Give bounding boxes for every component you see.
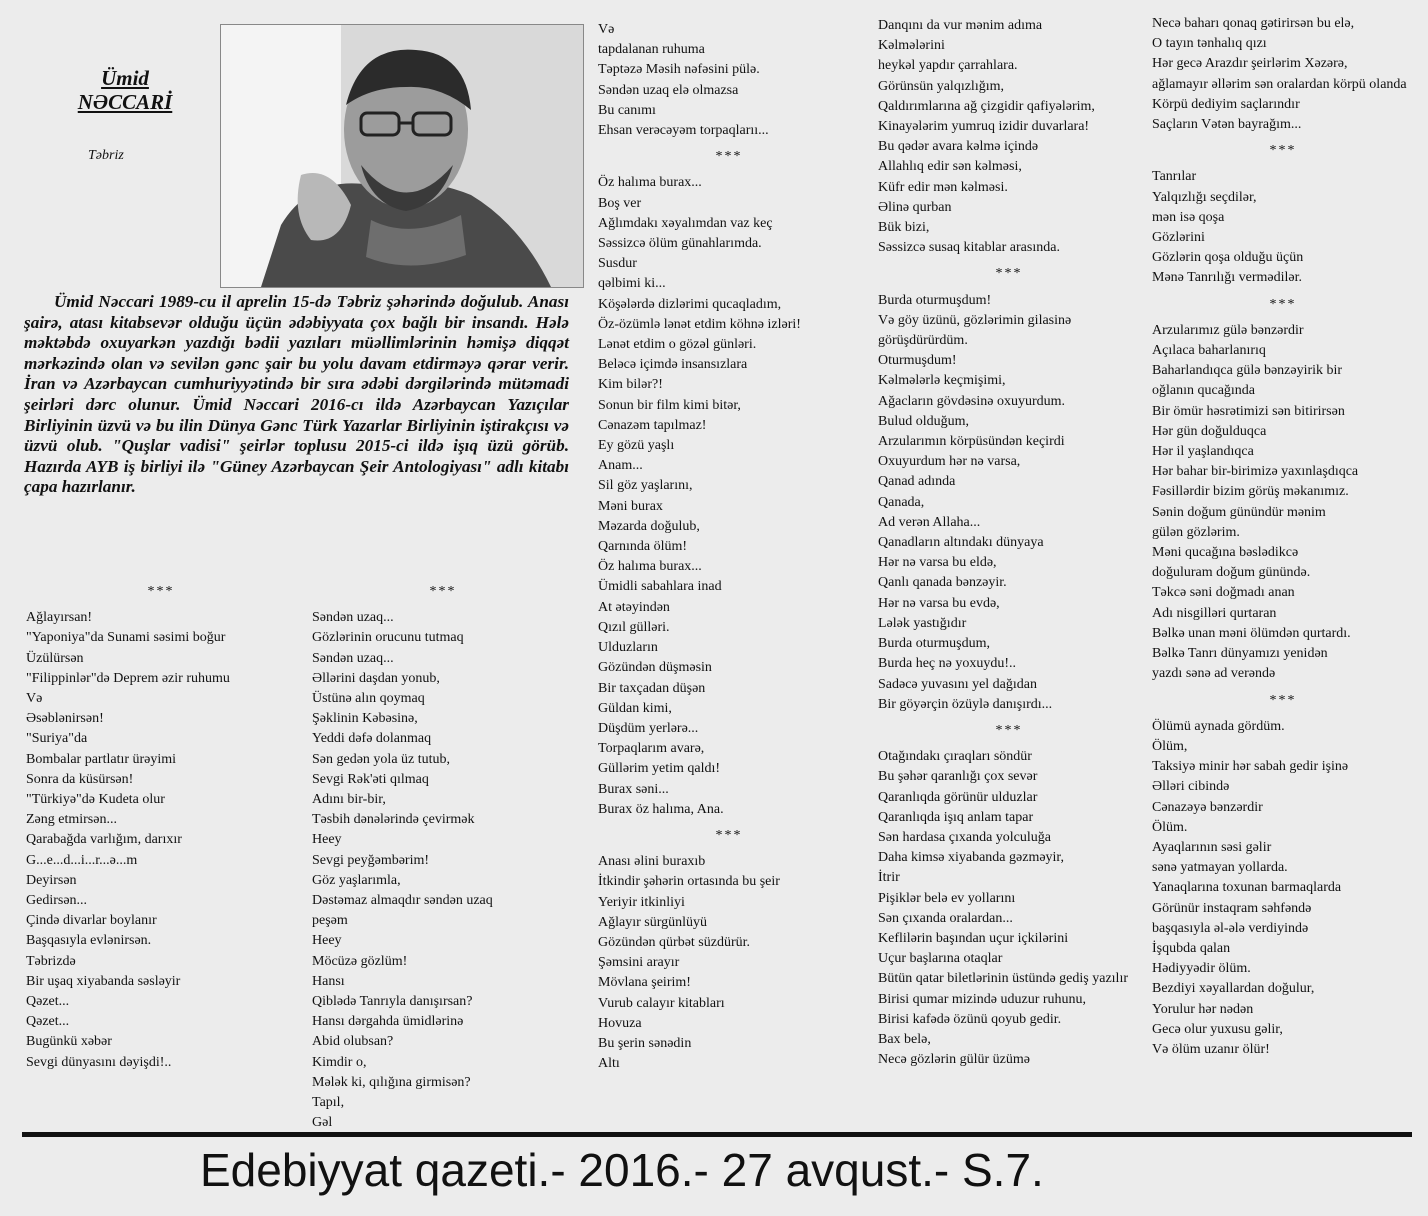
poem-line: Küfr edir mən kəlməsi.: [878, 179, 1008, 195]
poem-line: Ölüm,: [1152, 738, 1188, 754]
poem-line: Gəl: [312, 1115, 333, 1131]
poem-line: Sonun bir film kimi bitər,: [598, 397, 741, 413]
poem-line: Lələk yastığıdır: [878, 615, 967, 631]
poem-line: Kim bilər?!: [598, 377, 663, 393]
poem-line: Sevgi dünyasını dəyişdi!..: [26, 1054, 172, 1070]
poem-line: qəlbimi ki...: [598, 276, 666, 292]
poem-line: sənə yatmayan yollarda.: [1152, 860, 1288, 876]
poem-line: Gözündən düşməsin: [598, 660, 712, 676]
poem-line: görüşdürürdüm.: [878, 333, 968, 349]
poem-line: Sevgi peyğəmbərim!: [312, 852, 430, 868]
poem-line: Bir taxçadan düşən: [598, 680, 706, 696]
poem-line: Boş ver: [598, 195, 642, 211]
poem-line: Anası əlini buraxıb: [598, 854, 706, 870]
author-city: Təbriz: [88, 148, 124, 163]
poem-line: Arzularımız gülə bənzərdir: [1152, 322, 1304, 338]
poem-line: Bir ömür həsrətimizi sən bitirirsən: [1152, 403, 1345, 419]
poem-line: Torpaqlarım avarə,: [598, 741, 705, 757]
poem-line: Əllərini daşdan yonub,: [312, 670, 440, 686]
poem-line: Qanlı qanada bənzəyir.: [878, 575, 1007, 591]
poem-line: Lənət etdim o gözəl günləri.: [598, 337, 757, 353]
poem-line: Güllərim yetim qaldı!: [598, 761, 721, 777]
poem-line: Qəzet...: [26, 1014, 70, 1030]
poem-line: Üzülürsən: [26, 650, 84, 666]
poem-line: Otağındakı çıraqları söndür: [878, 749, 1032, 765]
poem-separator: ***: [429, 584, 457, 599]
poem-line: Bütün qatar biletlərinin üstündə gediş yazılır: [878, 971, 1128, 987]
poem-line: Sən gedən yola üz tutub,: [312, 751, 451, 767]
poem-line: Görünür instaqram səhfəndə: [1152, 900, 1312, 916]
poem-line: Və: [598, 22, 615, 37]
poem-line: Bük bizi,: [878, 220, 930, 236]
poem-line: Hər gecə Arazdır şeirlərim Xəzərə,: [1152, 56, 1348, 72]
poem-line: peşəm: [312, 913, 348, 929]
poem-line: Səndən uzaq elə olmazsa: [598, 82, 739, 98]
poem-line: O tayın tənhalıq qızı: [1152, 36, 1267, 52]
poem-line: Burax öz halıma, Ana.: [598, 801, 724, 817]
poem-line: Ayaqlarının səsi gəlir: [1152, 839, 1272, 855]
poem-line: G...e...d...i...r...ə...m: [26, 852, 138, 868]
poem-column-5: [1152, 14, 1414, 1060]
poem-line: Baharlandıqca gülə bənzəyirik bir: [1152, 363, 1343, 379]
poem: [878, 16, 1140, 258]
poem-line: başqasıyla əl-ələ verdiyində: [1152, 920, 1309, 936]
poem-line: Məni qucağına bəslədikcə: [1152, 545, 1299, 561]
poem-line: Və göy üzünü, gözlərimin gilasinə: [878, 312, 1072, 328]
poem-line: "Suriya"da: [26, 731, 88, 747]
poem-line: Bəlkə Tanrı dünyamızı yenidən: [1152, 646, 1328, 662]
poem: [598, 20, 860, 141]
poem: [598, 147, 860, 820]
poem-line: ağlamayır əllərim sən oralardan körpü olanda: [1152, 76, 1407, 92]
author-photo: [220, 24, 584, 288]
poem-line: Səssizcə susaq kitablar arasında.: [878, 240, 1060, 256]
poem-line: Saçların Vətən bayrağım...: [1152, 117, 1302, 133]
poem: [1152, 141, 1414, 288]
poem-line: Cənazəm tapılmaz!: [598, 417, 707, 433]
poem-line: Heey: [312, 832, 342, 848]
poem-line: Təsbih dənələrində çevirmək: [312, 812, 475, 828]
poem-line: Heey: [312, 933, 342, 949]
poem-line: Tapıl,: [312, 1095, 345, 1111]
poem-line: Kəlmələrlə keçmişimi,: [878, 373, 1006, 389]
poem-line: Və: [26, 691, 43, 707]
poem-line: Ehsan verəcəyəm torpaqlarıı...: [598, 123, 769, 139]
poem-line: Burda oturmuşdum!: [878, 292, 992, 308]
poem-line: Deyirsən: [26, 872, 77, 888]
poem-line: Bu qədər avara kəlmə içində: [878, 139, 1039, 155]
poem-column-2: [312, 576, 574, 1133]
poem-line: Birisi qumar mizində uduzur ruhunu,: [878, 991, 1087, 1007]
poem-column-1: [26, 576, 296, 1073]
poem-line: Vurub calayır kitabları: [598, 995, 725, 1011]
poem-line: Bugünkü xəbər: [26, 1034, 112, 1050]
poem-line: Mənə Tanrılığı vermədilər.: [1152, 270, 1302, 286]
poem-line: Ağacların gövdəsinə oxuyurdum.: [878, 393, 1066, 409]
poem-separator: ***: [995, 722, 1023, 738]
poem-line: Öz halıma burax...: [598, 175, 702, 191]
poem-line: Bezdiyi xəyallardan doğulur,: [1152, 981, 1315, 997]
poem-separator: ***: [147, 584, 175, 599]
poem-line: Sən hardasa çıxanda yolculuğa: [878, 829, 1051, 845]
poem-line: Görünsün yalqızlığım,: [878, 78, 1004, 94]
poem: [26, 582, 296, 1073]
poem-line: Qəzet...: [26, 994, 70, 1010]
poem-line: Qanad adında: [878, 474, 956, 490]
poem-line: Bulud olduğum,: [878, 413, 970, 429]
poem-line: Gözlərini: [1152, 230, 1205, 246]
poem-line: Əlləri cibində: [1152, 779, 1230, 795]
poem-line: Burax səni...: [598, 781, 669, 797]
poem-line: Sonra da küsürsən!: [26, 771, 134, 787]
poem-line: "Yaponiya"da Sunami səsimi boğur: [26, 630, 226, 646]
poem-line: Kəlmələrini: [878, 38, 945, 54]
poem-separator: ***: [1269, 296, 1297, 312]
poem-line: Kimdir o,: [312, 1054, 367, 1070]
poem-line: Ulduzların: [598, 640, 658, 656]
poem-line: Ölüm.: [1152, 819, 1188, 835]
poem-line: Körpü dediyim saçlarındır: [1152, 96, 1300, 112]
poem-line: Danqını da vur mənim adıma: [878, 18, 1043, 33]
poem-line: Zəng etmirsən...: [26, 812, 117, 828]
poem-line: Hər bahar bir-birimizə yaxınlaşdıqca: [1152, 464, 1359, 480]
poem: [312, 582, 574, 1133]
poem-column-3: [598, 20, 860, 1074]
poem-line: Necə baharı qonaq gətirirsən bu elə,: [1152, 16, 1355, 31]
poem-line: Qiblədə Tanrıyla danışırsan?: [312, 994, 473, 1010]
poem-line: Qaranlıqda işıq anlam tapar: [878, 809, 1034, 825]
poem-separator: ***: [715, 827, 743, 843]
poem-separator: ***: [995, 266, 1023, 282]
poem-line: Təkcə səni doğmadı anan: [1152, 585, 1295, 601]
poem-line: Beləcə içimdə insansızlara: [598, 357, 748, 373]
author-name: [40, 66, 210, 114]
poem-line: Allahlıq edir sən kəlməsi,: [878, 159, 1022, 175]
poem-line: Burda oturmuşdum,: [878, 636, 990, 652]
poem-separator: ***: [1269, 692, 1297, 708]
poem-line: Mövlana şeirim!: [598, 975, 691, 991]
poem-line: Yeddi dəfə dolanmaq: [312, 731, 432, 747]
author-last-name: NƏCCARİ: [77, 90, 173, 114]
poem-line: Və ölüm uzanır ölür!: [1152, 1041, 1270, 1057]
poem-line: Öz-özümlə lənət etdim köhnə izləri!: [598, 316, 801, 332]
poem-line: Bax belə,: [878, 1031, 931, 1047]
poem-line: Oxuyurdum hər nə varsa,: [878, 454, 1021, 470]
poem-line: Öz halıma burax...: [598, 559, 702, 575]
poem: [1152, 691, 1414, 1061]
poem: [1152, 14, 1414, 135]
poem-line: Abid olubsan?: [312, 1034, 394, 1050]
poem-line: Altı: [598, 1056, 620, 1072]
poem-line: Adını bir-bir,: [312, 792, 386, 808]
poem-line: At ətəyindən: [598, 599, 670, 615]
poem-line: Şəmsini arayır: [598, 955, 680, 971]
poem-line: Yalqızlığı seçdilər,: [1152, 189, 1257, 205]
poem-line: Oturmuşdum!: [878, 353, 957, 369]
poem-line: Cənazəyə bənzərdir: [1152, 799, 1263, 815]
poem-line: Bu şerin sənədin: [598, 1035, 692, 1051]
poem-line: Qaranlıqda görünür ulduzlar: [878, 789, 1038, 805]
poem-line: Qanada,: [878, 494, 925, 510]
poem-line: İşqubda qalan: [1152, 940, 1231, 956]
poem-line: Üstünə alın qoymaq: [312, 691, 425, 707]
poem-separator: ***: [1269, 143, 1297, 159]
poem-line: Səndən uzaq...: [312, 610, 394, 626]
poem-line: Məzarda doğulub,: [598, 518, 700, 534]
poem-line: Səssizcə ölüm günahlarımda.: [598, 236, 762, 252]
poem-line: Qızıl gülləri.: [598, 619, 670, 635]
poem: [598, 826, 860, 1074]
poem-line: Ad verən Allaha...: [878, 514, 981, 530]
poem-line: Bir göyərçin özüylə danışırdı...: [878, 696, 1053, 712]
poem-line: Arzularımın körpüsündən keçirdi: [878, 434, 1065, 450]
poem-line: Ümidli sabahlara inad: [598, 579, 722, 595]
poem-line: Keflilərin başından uçur içkilərini: [878, 930, 1069, 946]
poem-line: Yanaqlarına toxunan barmaqlarda: [1152, 880, 1342, 896]
poem-line: Ağlayırsan!: [26, 610, 93, 626]
poem-line: Yeriyir itkinliyi: [598, 894, 685, 910]
bottom-divider: [22, 1132, 1412, 1137]
poem-line: "Türkiyə"də Kudeta olur: [26, 792, 165, 808]
poem-line: Sən çıxanda oralardan...: [878, 910, 1013, 926]
poem-line: Uçur başlarına otaqlar: [878, 951, 1003, 967]
poem-line: Bu şəhər qaranlığı çox sevər: [878, 769, 1038, 785]
poem: [878, 721, 1140, 1070]
portrait-image: [221, 25, 583, 287]
poem-line: Hovuza: [598, 1015, 642, 1031]
poem-line: Kinayələrim yumruq izidir duvarlara!: [878, 119, 1090, 135]
poem-line: Hər il yaşlandıqca: [1152, 444, 1254, 460]
poem-line: Səndən uzaq...: [312, 650, 394, 666]
poem-line: Gözlərin qoşa olduğu üçün: [1152, 250, 1304, 266]
poem-line: oğlanın qucağında: [1152, 383, 1256, 399]
poem-line: Qanadların altındakı dünyaya: [878, 535, 1044, 551]
poem-line: Açılaca baharlanırıq: [1152, 343, 1266, 359]
poem-line: Ağlayır sürgünlüyü: [598, 914, 708, 930]
poem-line: Möcüzə gözlüm!: [312, 953, 408, 969]
poem-line: Məni burax: [598, 498, 663, 514]
poem-line: Qaldırımlarına ağ çizgidir qafiyələrim,: [878, 98, 1095, 114]
poem-line: Bu canımı: [598, 102, 656, 118]
poem-line: Fəsillərdir bizim görüş məkanımız.: [1152, 484, 1349, 500]
poem-line: Dəstəmaz almaqdır səndən uzaq: [312, 893, 493, 909]
poem-line: Düşdüm yerlərə...: [598, 720, 699, 736]
poem-line: Susdur: [598, 256, 637, 272]
poem-line: Hədiyyədir ölüm.: [1152, 961, 1251, 977]
poem-line: Sevgi Rək'əti qılmaq: [312, 771, 429, 787]
author-biography: Ümid Nəccari 1989-cu il aprelin 15-də Təbriz şəhərində doğulub. Anası şairə, atası kitabsevər olduğu üçün ədəbiyyata çox bağlı bir insandı. Hələ məktəbdə oxuyarkən yazdığı bədii yazıları müəllimlərinin həmişə diqqət mərkəzində olan və sevilən gənc şair bu yolu davam etdirməyə qərar verir. İran və Azərbaycan cumhuriyyətində bir sıra ədəbi dərgilərində mütəmadi şeirləri dərc olunur. Ümid Nəccari 2016-cı ildə Azərbaycan Yazıçılar Birliyinin üzvü və bu ilin Dünya Gənc Türk Yazarlar Birliyinin iştirakçısı və üzvü olub. "Quşlar vadisi" şeirlər toplusu 2015-ci ildə işıq üzü görüb. Hazırda AYB iş birliyi ilə "Güney Azərbaycan Şeir Antologiyası" adlı kitabı çapa hazırlanır.: [24, 292, 569, 497]
poem-line: Qarabağda varlığım, darıxır: [26, 832, 182, 848]
poem-line: doğuluram doğum günündə.: [1152, 565, 1311, 581]
poem-line: Hansı: [312, 973, 345, 989]
poem-line: Təptəzə Məsih nəfəsini pülə.: [598, 62, 760, 78]
poem-line: Gecə olur yuxusu gəlir,: [1152, 1021, 1283, 1037]
poem-line: Güldan kimi,: [598, 700, 672, 716]
source-citation: Edebiyyat qazeti.- 2016.- 27 avqust.- S.7.: [200, 1144, 1044, 1196]
poem-line: mən isə qoşa: [1152, 209, 1225, 225]
poem-line: Ağlımdakı xəyalımdan vaz keç: [598, 215, 773, 231]
poem-line: Tanrılar: [1152, 169, 1197, 185]
poem-line: Pişiklər belə ev yollarını: [878, 890, 1016, 906]
poem-line: Daha kimsə xiyabanda gəzməyir,: [878, 850, 1065, 866]
poem-line: Bombalar partlatır ürəyimi: [26, 751, 177, 767]
poem-separator: ***: [715, 149, 743, 165]
poem-line: Çində divarlar boylanır: [26, 913, 157, 929]
poem-line: Bir uşaq xiyabanda səsləyir: [26, 973, 181, 989]
poem-line: heykəl yapdır çarrahlara.: [878, 58, 1018, 74]
poem-line: yazdı sənə ad verəndə: [1152, 666, 1276, 682]
poem-line: Necə gözlərin gülür üzümə: [878, 1052, 1030, 1068]
poem-line: İtrir: [878, 870, 900, 886]
poem-line: Gözündən qürbət süzdürür.: [598, 934, 751, 950]
poem-line: İtkindir şəhərin ortasında bu şeir: [598, 874, 780, 890]
poem-line: Hər gün doğulduqca: [1152, 423, 1267, 439]
poem-line: gülən gözlərim.: [1152, 524, 1240, 540]
poem-line: Əsəblənirsən!: [26, 711, 104, 727]
poem-line: Hər nə varsa bu eldə,: [878, 555, 997, 571]
poem-line: Təbrizdə: [26, 953, 76, 969]
poem-line: Gedirsən...: [26, 893, 88, 909]
poem-line: Gözlərinin orucunu tutmaq: [312, 630, 464, 646]
poem-line: tapdalanan ruhuma: [598, 42, 705, 58]
poem-line: Hansı dərgahda ümidlərinə: [312, 1014, 464, 1030]
poem-line: Taksiyə minir hər sabah gedir işinə: [1152, 759, 1349, 775]
poem-line: Şəklinin Kəbəsinə,: [312, 711, 418, 727]
poem-line: Adı nisgilləri qurtaran: [1152, 605, 1277, 621]
poem-line: Əlinə qurban: [878, 199, 952, 215]
poem-line: Ey gözü yaşlı: [598, 438, 675, 454]
poem-line: Sənin doğum günündür mənim: [1152, 504, 1326, 520]
poem-column-4: [878, 16, 1140, 1070]
poem-line: Mələk ki, qılığına girmisən?: [312, 1074, 471, 1090]
poem-line: Göz yaşlarımla,: [312, 872, 401, 888]
author-first-name: Ümid: [101, 66, 149, 90]
poem-line: Başqasıyla evlənirsən.: [26, 933, 152, 949]
poem-line: Bəlkə unan məni ölümdən qurtardı.: [1152, 625, 1351, 641]
poem-line: Birisi kafədə özünü qoyub gedir.: [878, 1011, 1062, 1027]
poem-line: Qarnında ölüm!: [598, 539, 688, 555]
poem-line: Köşələrdə dizlərimi qucaqladım,: [598, 296, 782, 312]
poem: [878, 264, 1140, 714]
poem-line: Ölümü aynada gördüm.: [1152, 718, 1285, 734]
poem-line: Anam...: [598, 458, 643, 474]
poem-line: Sil göz yaşlarını,: [598, 478, 693, 494]
poem-line: Hər nə varsa bu evdə,: [878, 595, 1000, 611]
poem-line: Yorulur hər nədən: [1152, 1001, 1254, 1017]
poem-line: Burda heç nə yoxuydu!..: [878, 656, 1017, 672]
poem-line: "Filippinlər"də Deprem əzir ruhumu: [26, 670, 230, 686]
poem-line: Sadəcə yuvasını yel dağıdan: [878, 676, 1038, 692]
poem: [1152, 295, 1414, 685]
